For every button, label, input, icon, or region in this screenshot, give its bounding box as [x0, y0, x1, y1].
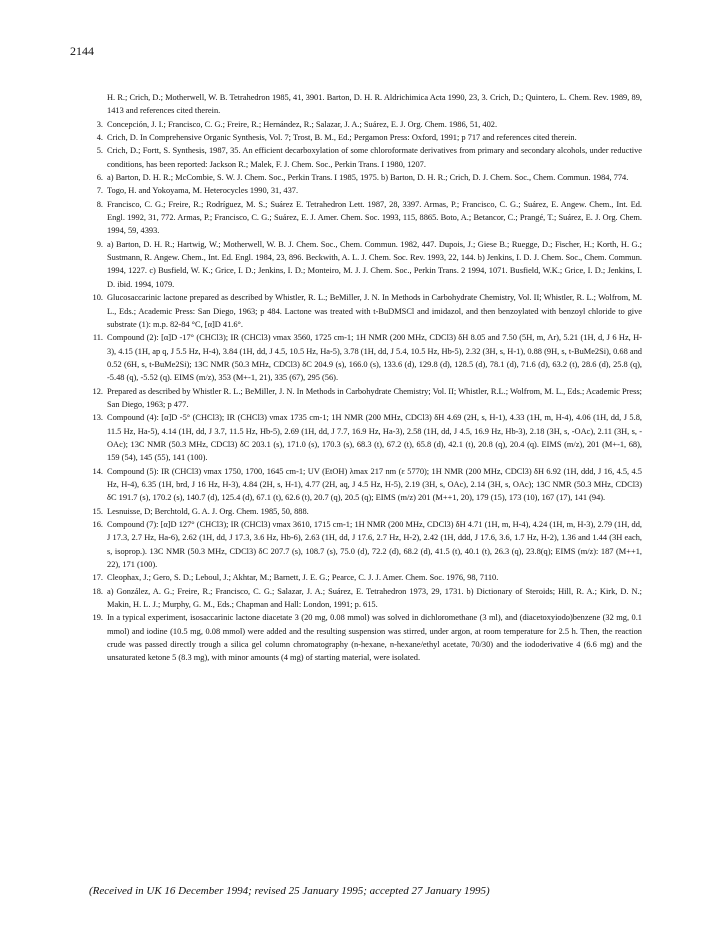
reference-number: 7. — [96, 186, 103, 196]
reference-number: 18. — [92, 586, 103, 596]
reference-number: 11. — [92, 333, 103, 343]
reference-number: 8. — [96, 199, 103, 209]
reference-number: 5. — [96, 146, 103, 156]
reference-item — [89, 611, 642, 664]
reference-item — [89, 518, 642, 571]
reference-number: 12. — [92, 386, 103, 396]
reference-item — [89, 571, 642, 584]
reference-number: 10. — [92, 293, 103, 303]
page-number: 2144 — [70, 44, 94, 58]
reference-item — [89, 411, 642, 464]
reference-text: Togo, H. and Yokoyama, M. Heterocycles 1990, 31, 437. — [107, 186, 299, 196]
reference-text: H. R.; Crich, D.; Motherwell, W. B. Tetrahedron 1985, 41, 3901. Barton, D. H. R. Aldrichimica Acta 1990, 23, 3. Crich, D.; Quintero, L. Chem. Rev. 1989, 89, 1413 and references cited therein. — [107, 93, 642, 116]
reference-item — [89, 291, 642, 331]
reference-text: Francisco, C. G.; Freire, R.; Rodríguez, M. S.; Suárez E. Tetrahedron Lett. 1987, 28, 3397. Armas, P.; Francisco, C. G.; Suárez, E. Angew. Chem., Int. Ed. Engl. 1992, 31, 772. Armas, P.; Francisco, C. G.; Suárez, E. J. Amer. Chem. Soc. 1993, 115, 8865. Boto, A.; Betancor, C.; Prangé, T.; Suárez, E. J. Org. Chem. 1994, 59, 4393. — [107, 199, 642, 236]
reference-text: Compound (2): [α]D -17° (CHCl3); IR (CHCl3) νmax 3560, 1725 cm-1; 1H NMR (200 MHz, CDCl3) δH 8.05 and 7.50 (5H, m, Ar), 5.21 (1H, d, J 6 Hz, H-3), 4.15 (1H, ap q, J 5.5 Hz, H-4), 3.84 (1H, dd, J 4.5, 10.5 Hz, Ha-5), 3.78 (1H, dd, J 5.4, 10.5 Hz, Hb-5), 2.32 (3H, s, H-1), 0.88 (9H, s, t-BuMe2Si), 0.68 and 0.52 (6H, s, t-BuMe2Si); 13C NMR (50.3 MHz, CDCl3) δC 204.9 (s), 166.0 (s), 133.6 (d), 129.8 (d), 128.5 (d), 78.1 (d), 71.6 (d), 63.2 (t), 28.6 (d), 25.8 (q), -5.48 (q), -5.52 (q). EIMS (m/z), 353 (M+-1, 21), 335 (67), 295 (56). — [107, 333, 642, 383]
received-dates: (Received in UK 16 December 1994; revised 25 January 1995; accepted 27 January 1995) — [89, 885, 490, 897]
reference-number: 16. — [92, 520, 103, 529]
reference-number: 4. — [96, 133, 103, 143]
reference-text: Prepared as described by Whistler R. L.; BeMiller, J. N. In Methods in Carbohydrate Chemistry; Vol. II; Whistler, R.L.; Wolfrom, M. L., Eds.; Academic Press; San Diego, 1963; p 477. — [107, 386, 642, 409]
reference-text: Crich, D.; Fortt, S. Synthesis, 1987, 35. An efficient decarboxylation of some chloroformate derivatives from primary and secondary alcohols, under reductive conditions, has been reported: Jackson R.; Malek, F. J. Chem. Soc., Perkin Trans. I 1980, 1207. — [107, 146, 642, 169]
reference-item — [89, 385, 642, 412]
reference-number: 14. — [92, 466, 103, 476]
reference-item — [89, 184, 642, 197]
reference-list — [89, 91, 642, 665]
reference-text: Concepción, J. I.; Francisco, C. G.; Freire, R.; Hernández, R.; Salazar, J. A.; Suárez, E. J. Org. Chem. 1986, 51, 402. — [107, 119, 498, 129]
reference-item — [89, 144, 642, 171]
reference-item — [89, 131, 642, 144]
reference-text: a) González, A. G.; Freire, R.; Francisco, C. G.; Salazar, J. A.; Suárez, E. Tetrahedron 1973, 29, 1731. b) Dictionary of Steroids; Hill, R. A.; Kirk, D. N.; Makin, H. L. J.; Murphy, G. M., Eds.; Chapman and Hall: London, 1991; p. 615. — [107, 586, 642, 610]
reference-item — [89, 505, 642, 518]
reference-item — [89, 238, 642, 291]
reference-text: a) Barton, D. H. R.; McCombie, S. W. J. Chem. Soc., Perkin Trans. I 1985, 1975. b) Barton, D. H. R.; Crich, D. J. Chem. Soc., Chem. Commun. 1984, 774. — [107, 173, 629, 183]
reference-number: 3. — [96, 119, 103, 129]
reference-item — [89, 198, 642, 238]
reference-number: 17. — [92, 573, 103, 583]
reference-text: a) Barton, D. H. R.; Hartwig, W.; Motherwell, W. B. J. Chem. Soc., Chem. Commun. 1982, 447. Dupois, J.; Giese B.; Ruegge, D.; Fischer, H.; Korth, H. G.; Sustmann, R. Angew. Chem., Int. Ed. Engl. 1984, 23, 896. Beckwith, A. L. J. Chem. Soc. Rev. 1993, 22, 144. b) Jenkins, I. D. J. Chem. Soc., Chem. Commun. 1994, 1227. c) Busfield, W. K.; Grice, I. D.; Jenkins, I. D.; Monteiro, M. J. J. Chem. Soc., Perkin Trans. 2 1994, 1071. Busfield, W.K.; Grice, I. D.; Jenkins, I. D. ibid. 1994, 1079. — [107, 239, 642, 289]
reference-number: 13. — [92, 413, 103, 423]
reference-item — [89, 585, 642, 612]
reference-number: 15. — [92, 506, 103, 516]
reference-text: Compound (5): IR (CHCl3) νmax 1750, 1700, 1645 cm-1; UV (EtOH) λmax 217 nm (ε 5770); 1H NMR (200 MHz, CDCl3) δH 6.92 (1H, ddd, J 16, 4.5, 4.5 Hz, H-4), 6.35 (1H, brd, J 16 Hz, H-3), 4.84 (2H, s, H-1), 4.77 (2H, aq, J 4.5 Hz, H-5), 2.19 (3H, s, OAc), 2.14 (3H, s, OAc); 13C NMR (50.3 MHz, CDCl3) δC 191.7 (s), 170.2 (s), 140.7 (d), 125.4 (d), 67.1 (t), 62.6 (t), 20.7 (q), 20.5 (q); EIMS (m/z) 201 (M++1, 20), 179 (15), 173 (10), 167 (17), 141 (94). — [107, 466, 642, 503]
reference-text: Cleophax, J.; Gero, S. D.; Leboul, J.; Akhtar, M.; Barnett, J. E. G.; Pearce, C. J. J. Amer. Chem. Soc. 1976, 98, 7110. — [107, 573, 499, 583]
reference-number: 19. — [92, 613, 103, 623]
reference-text: In a typical experiment, isosaccarinic lactone diacetate 3 (20 mg, 0.08 mmol) was solved in dichloromethane (3 ml), and (diacetoxyiodo)benzene (32 mg, 0.1 mmol) and iodine (10.5 mg, 0.08 mmol) were added and the resulting suspension was stirred, under argon, at room temperature for 2.5 h. Then, the reaction crude was passed directly trough a silica gel column chromatography (n-hexane, n-hexane/ethyl acetate, 70/30) and the iododerivative 4 (6.6 mg) and the unsaturated ketone 5 (8.3 mg), with minor amounts (4 mg) of starting material, were isolated. — [107, 613, 642, 663]
reference-text: Compound (4): [α]D -5° (CHCl3); IR (CHCl3) νmax 1735 cm-1; 1H NMR (200 MHz, CDCl3) δH 4.69 (2H, s, H-1), 4.33 (1H, m, H-4), 4.06 (1H, dd, J 5.8, 11.5 Hz, Ha-5), 4.14 (1H, dd, J 3.7, 11.5 Hz, Hb-5), 2.69 (1H, dd, J 7.7, 16.9 Hz, Ha-3), 2.58 (1H, dd, J 4.5, 16.9 Hz, Hb-3), 2.18 (3H, s, -OAc), 2.11 (3H, s, -OAc); 13C NMR (50.3 MHz, CDCl3) δC 203.1 (s), 171.0 (s), 170.3 (s), 68.3 (t), 67.2 (t), 65.8 (d), 42.1 (t), 20.8 (q), 20.4 (q). EIMS (m/z), 201 (M+-1, 68), 159 (54), 145 (55), 141 (100). — [107, 413, 642, 463]
reference-text: Crich, D. In Comprehensive Organic Synthesis, Vol. 7; Trost, B. M., Ed.; Pergamon Press: Oxford, 1991; p 717 and references cited therein. — [107, 133, 577, 143]
reference-item — [89, 171, 642, 184]
reference-number: 9. — [96, 239, 103, 249]
reference-item — [89, 331, 642, 384]
reference-text: Lesnuisse, D; Berchtold, G. A. J. Org. Chem. 1985, 50, 888. — [107, 506, 309, 516]
reference-text: Compound (7): [α]D 127° (CHCl3); IR (CHCl3) νmax 3610, 1715 cm-1; 1H NMR (200 MHz, CDCl3) δH 4.71 (1H, m, H-4), 4.24 (1H, m, H-3), 2.79 (1H, dd, J 17.3, 2.7 Hz, Ha-6), 2.62 (1H, dd, J 17.3, 3.6 Hz, Hb-6), 2.63 (1H, dd, J 17.6, 2.7 Hz, H-2), 2.42 (1H, ddd, J 17.6, 3.6, 1.7 Hz, H-2), 1.36 and 1.44 (3H each, s, isoprop.). 13C NMR (50.3 MHz, CDCl3) δC 207.7 (s), 108.7 (s), 75.0 (d), 72.2 (d), 68.2 (d), 41.5 (t), 40.1 (t), 26.3 (q), 23.8(q); EIMS (m/z): 187 (M++1, 22), 171 (100). — [107, 520, 642, 570]
reference-number: 6. — [96, 173, 103, 183]
reference-item — [89, 465, 642, 505]
reference-text: Glucosaccarinic lactone prepared as described by Whistler, R. L.; BeMiller, J. N. In Methods in Carbohydrate Chemistry, Vol. II; Whistler, R. L.; Wolfrom, M. L., Eds.; Academic Press: San Diego, 1963; p 484. Lactone was treated with t-BuDMSCl and imidazol, and then benzoylated with benzoyl chloride to give substrate (1): m.p. 82-84 °C, [α]D 41.6°. — [107, 293, 642, 329]
reference-item — [89, 118, 642, 131]
reference-item — [89, 91, 642, 118]
